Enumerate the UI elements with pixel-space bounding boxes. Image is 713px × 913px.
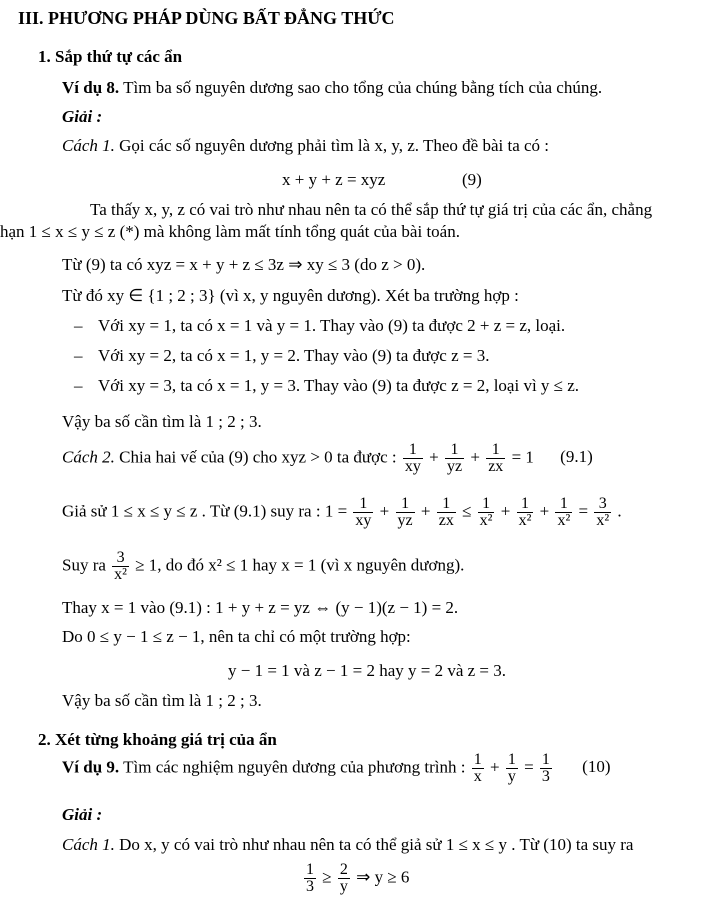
cach2-label: Cách 2. bbox=[62, 447, 115, 467]
line-from-9: Từ (9) ta có xyz = x + y + z ≤ 3z ⇒ xy ≤ 3 (do z > 0). bbox=[62, 255, 426, 274]
fraction-1-over-x2: $\frac{1}{\text{x²}}$ bbox=[557, 495, 571, 529]
final-inequality: $\frac{1}{3}$ ≥ $\frac{2}{y}$ ⇒ y ≥ 6 bbox=[306, 861, 410, 895]
conclusion-2: Vậy ba số cần tìm là 1 ; 2 ; 3. bbox=[62, 691, 262, 710]
cach2-text: Chia hai vế của (9) cho xyz > 0 ta được : bbox=[119, 447, 397, 467]
cach1-line bbox=[62, 136, 549, 156]
substitute-line: Thay x = 1 vào (9.1) : 1 + y + z = yz ⇔ (y − 1)(z − 1) = 2. bbox=[62, 598, 459, 617]
case-dash: – bbox=[74, 346, 83, 365]
example-8 bbox=[62, 78, 602, 98]
solution-label: Giải : bbox=[62, 107, 103, 126]
fraction-1-over-3: $\frac{1}{3}$ bbox=[541, 751, 550, 785]
paragraph-line-2: hạn 1 ≤ x ≤ y ≤ z (*) mà không làm mất tính tổng quát của bài toán. bbox=[0, 222, 460, 241]
fraction-1-over-yz: $\frac{1}{yz}$ bbox=[397, 495, 413, 529]
equation-9-tag: (9) bbox=[462, 170, 482, 189]
equation-9: x + y + z = xyz bbox=[282, 170, 386, 189]
example-8-label: Ví dụ 8. bbox=[62, 78, 120, 97]
case-dash: – bbox=[74, 376, 83, 395]
case-3: Với xy = 3, ta có x = 1, y = 3. Thay vào (9) ta được z = 2, loại vì y ≤ z. bbox=[98, 376, 580, 395]
fraction-1-over-yz: $\frac{1}{yz}$ bbox=[447, 441, 463, 475]
fraction-1-over-xy: $\frac{1}{xy}$ bbox=[355, 495, 372, 529]
cach1-text-2: Do x, y có vai trò như nhau nên ta có thể giả sử 1 ≤ x ≤ y . Từ (10) ta suy ra bbox=[119, 835, 634, 854]
fraction-2-over-y: $\frac{2}{y}$ bbox=[339, 861, 348, 895]
equation-9-1-tag: (9.1) bbox=[560, 447, 593, 467]
suyra-prefix: Suy ra bbox=[62, 555, 106, 575]
fraction-3-over-x2: $\frac{3}{\text{x²}}$ bbox=[114, 549, 127, 583]
fraction-1-over-x2: $\frac{1}{\text{x²}}$ bbox=[518, 495, 532, 529]
solution-label-2: Giải : bbox=[62, 805, 103, 824]
equation-10-tag: (10) bbox=[582, 757, 611, 777]
suyra-line bbox=[62, 550, 464, 583]
cach1-text: Gọi các số nguyên dương phải tìm là x, y, z. Theo đề bài ta có : bbox=[119, 136, 550, 155]
cach1-line-2 bbox=[62, 835, 633, 855]
since-line: Do 0 ≤ y − 1 ≤ z − 1, nên ta chỉ có một trường hợp: bbox=[62, 627, 411, 646]
final-case-line: y − 1 = 1 và z − 1 = 2 hay y = 2 và z = 3. bbox=[228, 661, 507, 680]
heading-value-ranges: 2. Xét từng khoảng giá trị của ẩn bbox=[38, 730, 277, 749]
case-1: Với xy = 1, ta có x = 1 và y = 1. Thay vào (9) ta được 2 + z = z, loại. bbox=[98, 316, 566, 335]
fraction-1-over-zx: $\frac{1}{zx}$ bbox=[488, 441, 504, 475]
paragraph-line-1: Ta thấy x, y, z có vai trò như nhau nên ta có thể sắp thứ tự giá trị của các ẩn, chẳng bbox=[90, 200, 653, 219]
case-2: Với xy = 2, ta có x = 1, y = 2. Thay vào (9) ta được z = 3. bbox=[98, 346, 490, 365]
fraction-3-over-x2: $\frac{3}{\text{x²}}$ bbox=[596, 495, 610, 529]
example-8-text: Tìm ba số nguyên dương sao cho tổng của chúng bằng tích của chúng. bbox=[123, 78, 603, 97]
example-9-text: Tìm các nghiệm nguyên dương của phương trình : bbox=[123, 757, 466, 777]
assume-text: Giả sử 1 ≤ x ≤ y ≤ z . Từ (9.1) suy ra : 1 = bbox=[62, 501, 348, 521]
final-rest: ⇒ y ≥ 6 bbox=[356, 867, 410, 887]
section-title: III. PHƯƠNG PHÁP DÙNG BẤT ĐẲNG THỨC bbox=[18, 8, 395, 28]
line-set: Từ đó xy ∈ {1 ; 2 ; 3} (vì x, y nguyên dương). Xét ba trường hợp : bbox=[62, 286, 519, 305]
example-9: Ví dụ 9. Tìm các nghiệm nguyên dương của phương trình : $\frac{1}{x}$ + $\frac{1}{y}$ = $\frac{1}{3}$ (10) bbox=[62, 751, 611, 785]
cach2-line: Cách 2. Chia hai vế của (9) cho xyz > 0 ta được : $\frac{1}{xy}$ + $\frac{1}{yz}$ + $\frac{1}{zx}$ = 1 (9.1) bbox=[62, 441, 593, 475]
suyra-rest: ≥ 1, do đó x² ≤ 1 hay x = 1 (vì x nguyên dương). bbox=[135, 555, 465, 575]
fraction-1-over-3: $\frac{1}{3}$ bbox=[306, 861, 314, 895]
example-9-label: Ví dụ 9. bbox=[62, 757, 120, 777]
cach1-label-2: Cách 1. bbox=[62, 835, 115, 854]
fraction-1-over-x: $\frac{1}{x}$ bbox=[473, 751, 482, 785]
heading-sort-unknowns: 1. Sắp thứ tự các ẩn bbox=[38, 47, 183, 66]
case-dash: – bbox=[74, 316, 83, 335]
fraction-1-over-xy: $\frac{1}{xy}$ bbox=[404, 441, 421, 475]
fraction-1-over-x2: $\frac{1}{\text{x²}}$ bbox=[479, 495, 493, 529]
fraction-1-over-y: $\frac{1}{y}$ bbox=[507, 751, 516, 785]
fraction-1-over-zx: $\frac{1}{zx}$ bbox=[438, 495, 454, 529]
cach1-label: Cách 1. bbox=[62, 136, 115, 155]
conclusion-1: Vậy ba số cần tìm là 1 ; 2 ; 3. bbox=[62, 412, 262, 431]
assume-line: Giả sử 1 ≤ x ≤ y ≤ z . Từ (9.1) suy ra : 1 = $\frac{1}{xy}$ + $\frac{1}{yz}$ + $\frac{1}{zx}$ ≤ $\frac{1}{\text{x²}}$ + $\frac{1}{\text{x²}}$ + $\frac{1}{\text{x²}}$ = $\frac{3}{\text{x²}}$ . bbox=[62, 495, 622, 529]
